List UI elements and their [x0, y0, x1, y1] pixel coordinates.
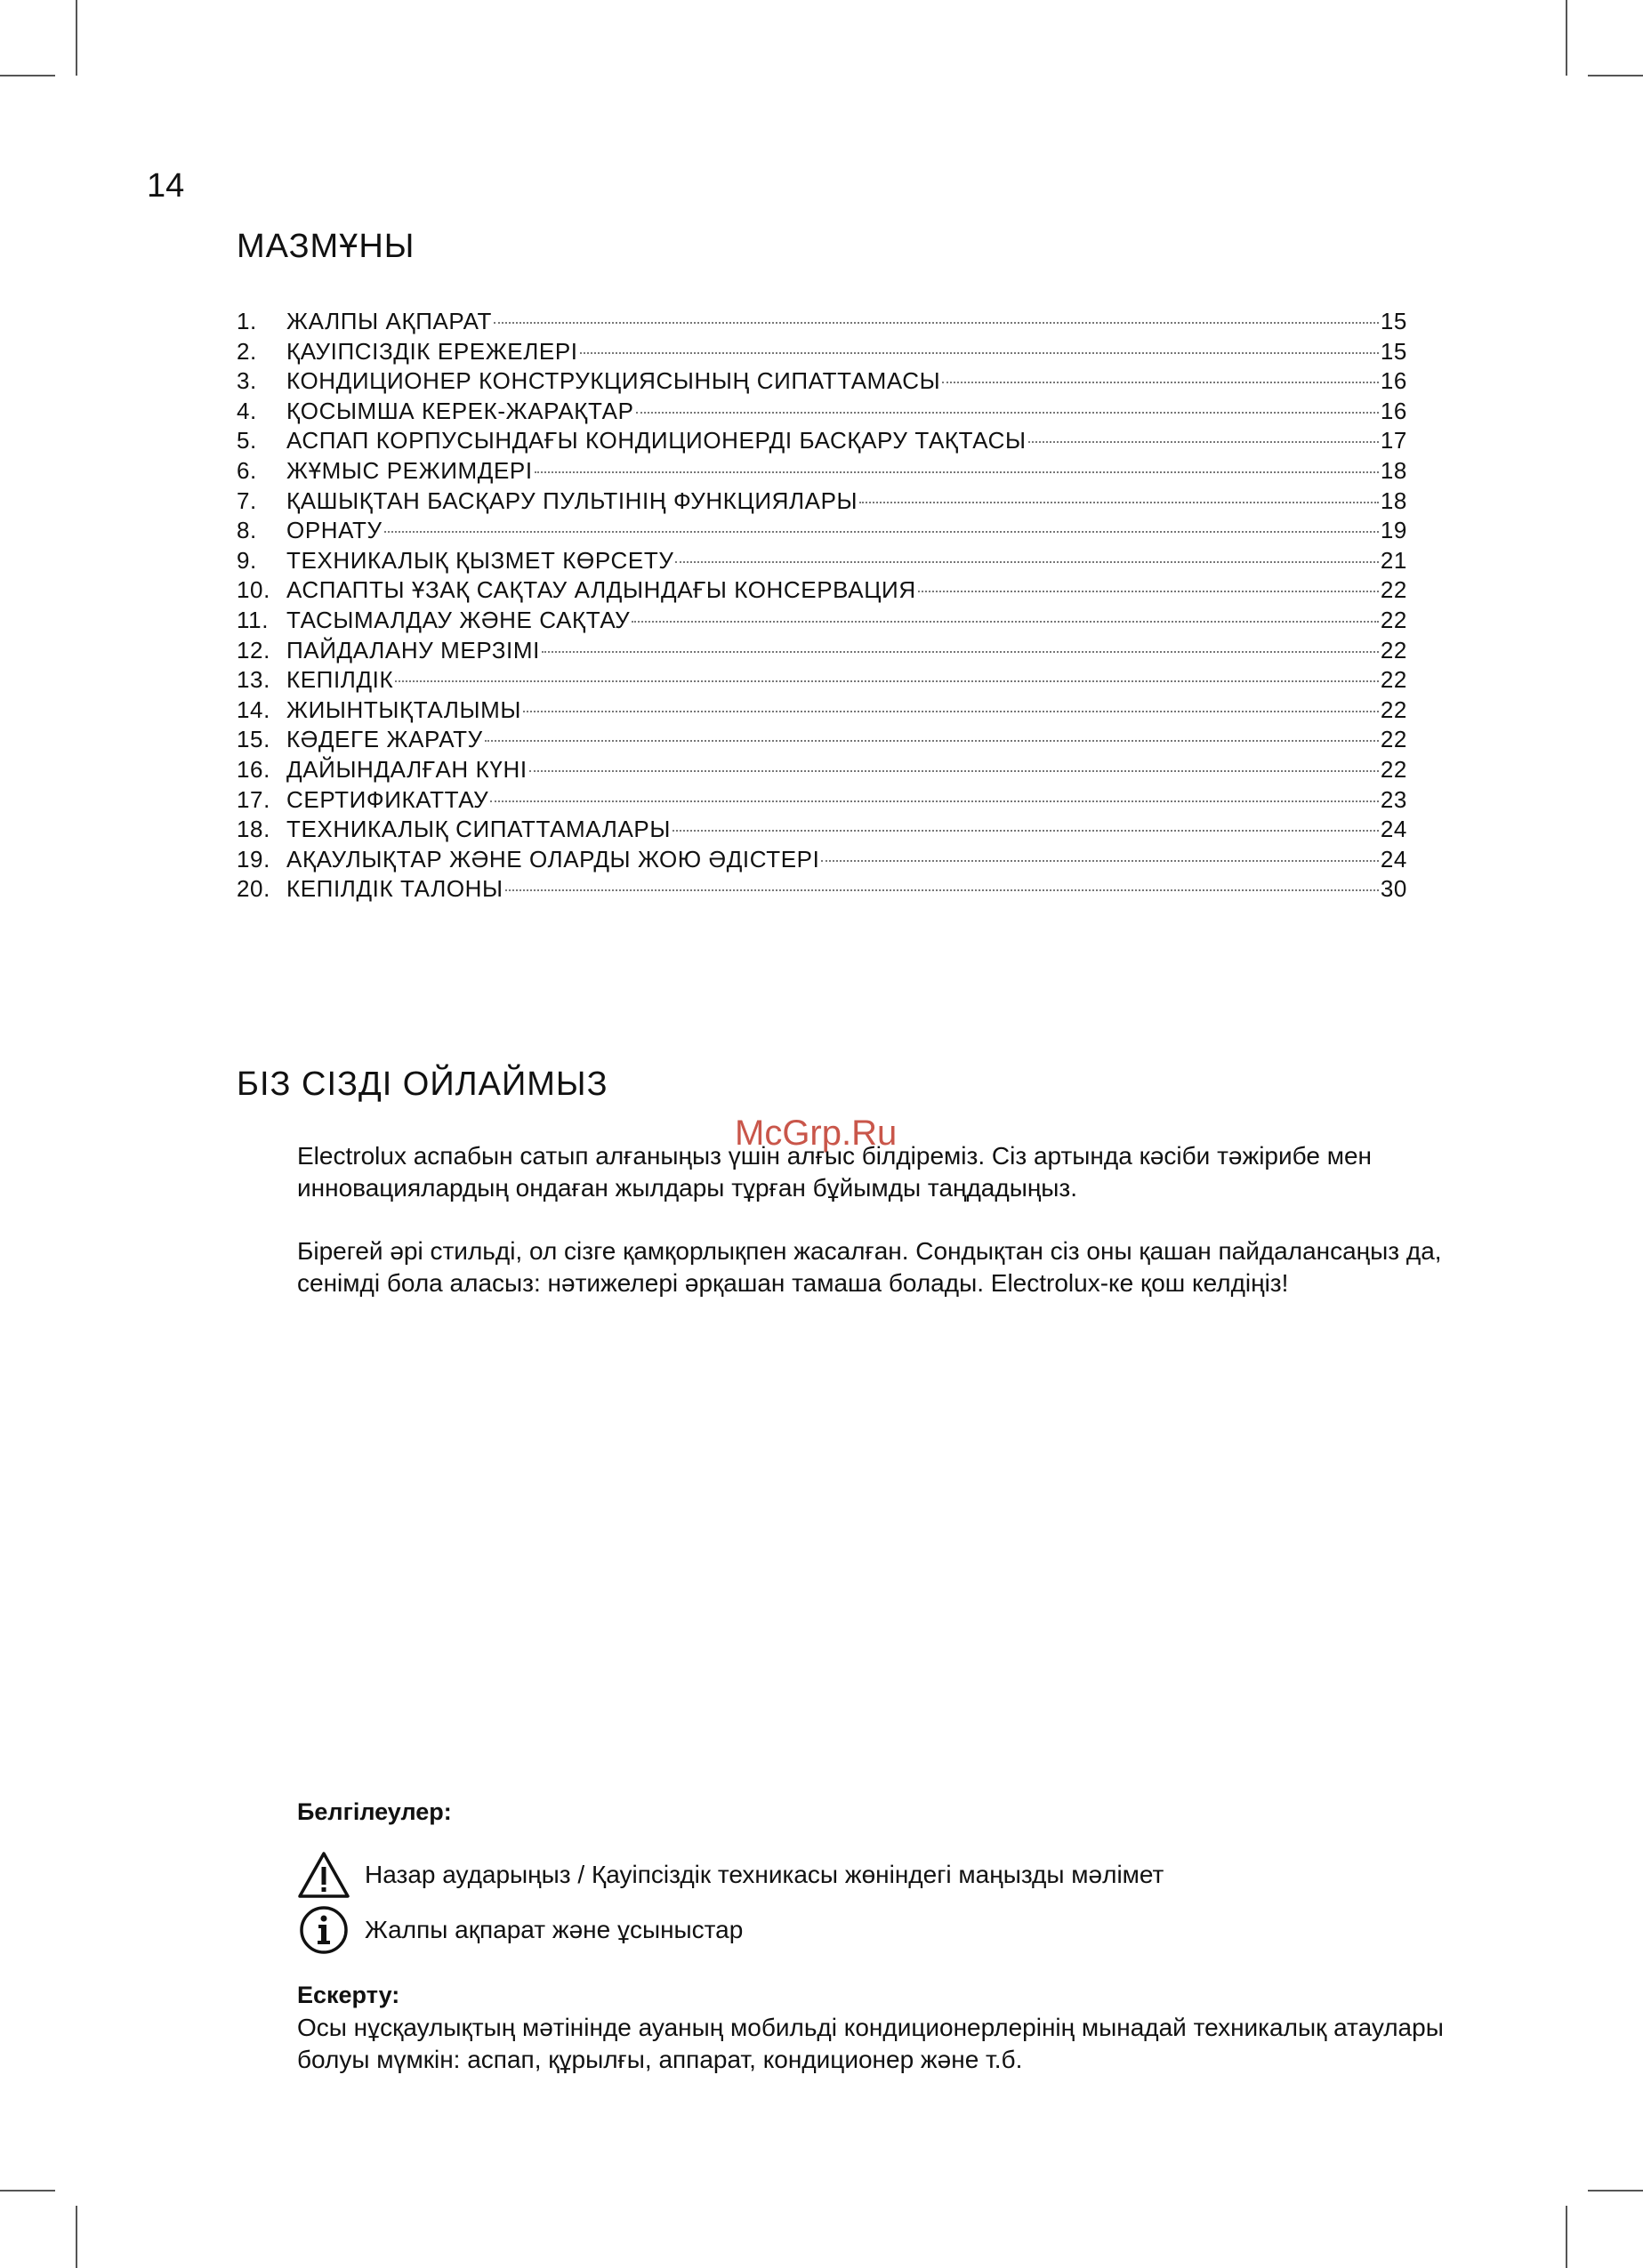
- toc-page-number: 22: [1380, 636, 1407, 664]
- toc-title: КОНДИЦИОНЕР КОНСТРУКЦИЯСЫНЫҢ СИПАТТАМАСЫ: [286, 367, 941, 395]
- legend-heading: Белгілеулер:: [297, 1798, 452, 1825]
- toc-page-number: 15: [1380, 308, 1407, 334]
- toc-number: 1.: [237, 308, 257, 334]
- toc-leader-dots: [490, 800, 1379, 802]
- crop-mark: [76, 0, 77, 76]
- toc-leader-dots: [1028, 441, 1379, 443]
- toc-leader-dots: [918, 591, 1379, 592]
- toc-number: 11.: [237, 606, 270, 633]
- toc-title: ДАЙЫНДАЛҒАН КҮНІ: [286, 755, 528, 783]
- toc-number: 10.: [237, 576, 270, 604]
- toc-title: ҚАШЫҚТАН БАСҚАРУ ПУЛЬТІНІҢ ФУНКЦИЯЛАРЫ: [286, 487, 858, 514]
- toc-row: [237, 666, 1407, 696]
- toc-row: [237, 427, 1407, 457]
- legend-text-info: Жалпы ақпарат және ұсыныстар: [365, 1916, 744, 1943]
- toc-row: [237, 517, 1407, 547]
- toc-page-number: 21: [1380, 546, 1407, 574]
- toc-number: 5.: [237, 427, 257, 454]
- toc-number: 16.: [237, 755, 270, 783]
- toc-number: 15.: [237, 726, 270, 753]
- toc-number: 9.: [237, 546, 257, 574]
- toc-title: ЖҰМЫС РЕЖИМДЕРІ: [286, 456, 533, 484]
- crop-mark: [1588, 2190, 1643, 2192]
- toc-number: 6.: [237, 456, 257, 484]
- toc-row: [237, 607, 1407, 637]
- toc-heading: МАЗМҰНЫ: [237, 228, 415, 265]
- toc-leader-dots: [529, 770, 1379, 772]
- toc-title: КЕПІЛДІК ТАЛОНЫ: [286, 875, 503, 903]
- toc-title: ҚАУІПСІЗДІК ЕРЕЖЕЛЕРІ: [286, 337, 578, 365]
- toc-title: ТЕХНИКАЛЫҚ СИПАТТАМАЛАРЫ: [286, 816, 671, 843]
- toc-page-number: 22: [1380, 726, 1407, 753]
- toc-row: [237, 398, 1407, 428]
- table-of-contents: [237, 308, 1407, 905]
- toc-number: 7.: [237, 487, 257, 514]
- toc-row: [237, 547, 1407, 577]
- page-number: 14: [147, 167, 185, 205]
- toc-title: ҚОСЫМША КЕРЕК-ЖАРАҚТАР: [286, 397, 634, 424]
- toc-number: 4.: [237, 397, 257, 424]
- toc-page-number: 18: [1380, 487, 1407, 514]
- toc-page-number: 23: [1380, 785, 1407, 813]
- crop-mark: [0, 75, 55, 76]
- toc-row: [237, 816, 1407, 846]
- legend-text-warning: Назар аударыңыз / Қауіпсіздік техникасы жөніндегі маңызды мәлімет: [365, 1861, 1164, 1888]
- toc-row: [237, 875, 1407, 905]
- warning-triangle-icon: [297, 1850, 350, 1900]
- toc-leader-dots: [673, 830, 1379, 832]
- toc-title: СЕРТИФИКАТТАУ: [286, 785, 489, 813]
- toc-leader-dots: [523, 711, 1379, 712]
- toc-page-number: 30: [1380, 875, 1407, 903]
- toc-page-number: 24: [1380, 845, 1407, 873]
- toc-page-number: 22: [1380, 606, 1407, 633]
- toc-number: 18.: [237, 816, 270, 843]
- toc-row: [237, 696, 1407, 727]
- toc-title: АСПАП КОРПУСЫНДАҒЫ КОНДИЦИОНЕРДІ БАСҚАРУ ТАҚТАСЫ: [286, 427, 1027, 454]
- crop-mark: [0, 2190, 55, 2192]
- crop-mark: [1588, 75, 1643, 76]
- watermark: McGrp.Ru: [735, 1114, 898, 1153]
- toc-number: 12.: [237, 636, 270, 664]
- toc-row: [237, 487, 1407, 518]
- toc-leader-dots: [494, 322, 1379, 324]
- toc-page-number: 16: [1380, 367, 1407, 395]
- legend-item-info: [297, 1905, 743, 1955]
- toc-leader-dots: [542, 651, 1379, 653]
- toc-number: 20.: [237, 875, 270, 903]
- toc-title: КӘДЕГЕ ЖАРАТУ: [286, 726, 483, 753]
- toc-leader-dots: [395, 680, 1379, 682]
- toc-page-number: 22: [1380, 576, 1407, 604]
- toc-row: [237, 726, 1407, 756]
- toc-page-number: 17: [1380, 427, 1407, 454]
- toc-title: ЖАЛПЫ АҚПАРАТ: [286, 308, 493, 334]
- toc-title: АҚАУЛЫҚТАР ЖӘНЕ ОЛАРДЫ ЖОЮ ӘДІСТЕРІ: [286, 845, 820, 873]
- toc-leader-dots: [384, 531, 1379, 533]
- toc-number: 2.: [237, 337, 257, 365]
- toc-leader-dots: [821, 860, 1378, 862]
- note-text: Осы нұсқаулықтың мәтінінде ауаның мобильді кондиционерлерінің мынадай техникалық атаулары болуы мүмкін: аспап, құрылғы, аппарат, кондиционер және т.б.: [297, 2014, 1444, 2073]
- toc-number: 13.: [237, 666, 270, 694]
- toc-title: ОРНАТУ: [286, 517, 383, 544]
- toc-title: ЖИЫНТЫҚТАЛЫМЫ: [286, 696, 522, 723]
- toc-row: [237, 367, 1407, 398]
- welcome-heading: БІЗ СІЗДІ ОЙЛАЙМЫЗ: [237, 1066, 608, 1103]
- toc-leader-dots: [580, 352, 1379, 354]
- note-heading: Ескерту:: [297, 1982, 400, 2008]
- toc-page-number: 19: [1380, 517, 1407, 544]
- toc-number: 8.: [237, 517, 257, 544]
- toc-title: ПАЙДАЛАНУ МЕРЗІМІ: [286, 636, 540, 664]
- welcome-paragraph-1: Electrolux аспабын сатып алғаныңыз үшін алғыс білдіреміз. Сіз артында кәсіби тәжірибе мен инновациялардың ондаған жылдары тұрған бұйымды таңдадыңыз.: [297, 1142, 1372, 1202]
- toc-number: 14.: [237, 696, 270, 723]
- toc-page-number: 22: [1380, 755, 1407, 783]
- crop-mark: [1566, 0, 1567, 76]
- toc-row: [237, 338, 1407, 368]
- toc-leader-dots: [485, 740, 1379, 742]
- toc-page-number: 18: [1380, 456, 1407, 484]
- toc-leader-dots: [675, 561, 1378, 563]
- toc-leader-dots: [632, 621, 1379, 623]
- toc-leader-dots: [505, 889, 1379, 891]
- toc-page-number: 16: [1380, 397, 1407, 424]
- toc-row: [237, 756, 1407, 786]
- welcome-paragraph-2: Бірегей әрі стильді, ол сізге қамқорлықпен жасалған. Сондықтан сіз оны қашан пайдалансаңыз да, сенімді бола аласыз: нәтижелері әрқашан тамаша болады. Electrolux-ке қош келдіңіз!: [297, 1237, 1442, 1297]
- legend-item-warning: [297, 1850, 1164, 1900]
- toc-title: АСПАПТЫ ҰЗАҚ САҚТАУ АЛДЫНДАҒЫ КОНСЕРВАЦИЯ: [286, 576, 916, 604]
- toc-page-number: 22: [1380, 666, 1407, 694]
- toc-row: [237, 637, 1407, 667]
- toc-row: [237, 457, 1407, 487]
- info-circle-icon: [297, 1905, 350, 1955]
- toc-row: [237, 846, 1407, 876]
- toc-number: 19.: [237, 845, 270, 873]
- toc-title: ТАСЫМАЛДАУ ЖӘНЕ САҚТАУ: [286, 606, 631, 633]
- toc-row: [237, 786, 1407, 816]
- toc-number: 17.: [237, 785, 270, 813]
- toc-page-number: 22: [1380, 696, 1407, 723]
- toc-leader-dots: [859, 502, 1379, 503]
- toc-leader-dots: [535, 471, 1379, 473]
- toc-title: КЕПІЛДІК: [286, 666, 394, 694]
- toc-row: [237, 576, 1407, 607]
- toc-leader-dots: [636, 412, 1379, 414]
- toc-title: ТЕХНИКАЛЫҚ ҚЫЗМЕТ КӨРСЕТУ: [286, 546, 674, 574]
- crop-mark: [76, 2206, 77, 2268]
- toc-leader-dots: [942, 382, 1379, 383]
- crop-mark: [1566, 2206, 1567, 2268]
- toc-page-number: 24: [1380, 816, 1407, 843]
- toc-row: [237, 308, 1407, 338]
- toc-number: 3.: [237, 367, 257, 395]
- toc-page-number: 15: [1380, 337, 1407, 365]
